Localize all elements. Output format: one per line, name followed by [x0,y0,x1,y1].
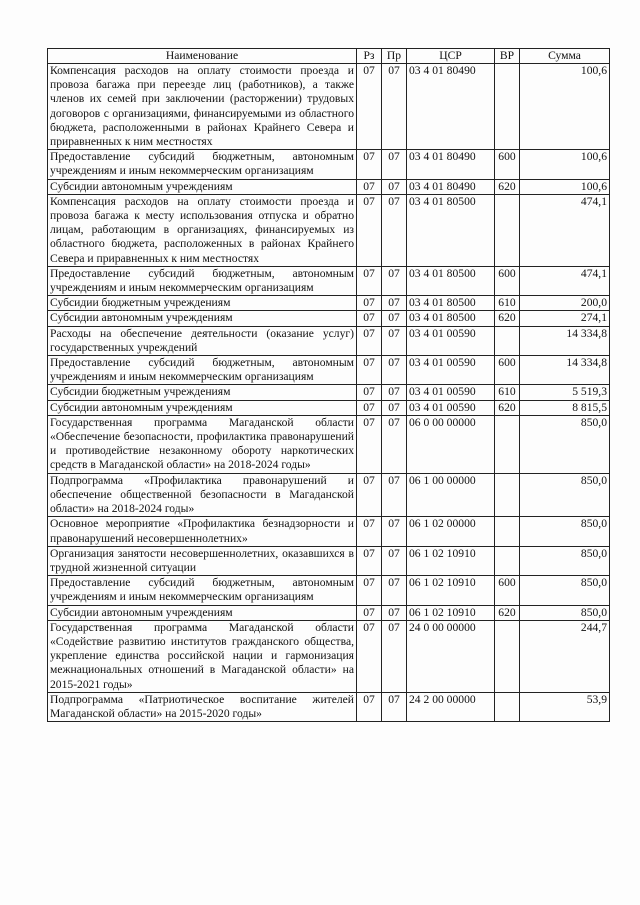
cell-vr [495,64,520,150]
cell-rz: 07 [357,266,382,295]
cell-csr: 24 0 00 00000 [407,620,495,692]
cell-sum: 14 334,8 [520,326,610,355]
cell-name: Субсидии бюджетным учреждениям [48,385,357,400]
cell-csr: 06 0 00 00000 [407,415,495,473]
cell-csr: 03 4 01 00590 [407,326,495,355]
cell-csr: 03 4 01 00590 [407,385,495,400]
cell-pr: 07 [382,296,407,311]
cell-vr [495,194,520,266]
table-header [48,49,610,64]
cell-rz: 07 [357,311,382,326]
cell-pr: 07 [382,150,407,179]
cell-csr: 03 4 01 80500 [407,296,495,311]
cell-sum: 850,0 [520,473,610,517]
cell-rz: 07 [357,605,382,620]
table-row [48,400,610,415]
cell-csr: 03 4 01 80490 [407,150,495,179]
cell-csr: 03 4 01 80500 [407,266,495,295]
cell-pr: 07 [382,311,407,326]
cell-sum: 5 519,3 [520,385,610,400]
cell-name: Субсидии бюджетным учреждениям [48,296,357,311]
table-row [48,266,610,295]
cell-vr: 610 [495,385,520,400]
cell-sum: 14 334,8 [520,356,610,385]
cell-sum: 474,1 [520,194,610,266]
cell-sum: 100,6 [520,64,610,150]
cell-name: Компенсация расходов на оплату стоимости проезда и провоза багажа к месту использования отпуска и обратно лицам, работающим в организациях, финансируемых из областного бюджета, расположенных в районах Крайнего Севера и приравненных к ним местностях [48,194,357,266]
cell-vr [495,546,520,575]
cell-pr: 07 [382,415,407,473]
cell-pr: 07 [382,194,407,266]
cell-csr: 06 1 00 00000 [407,473,495,517]
cell-vr: 620 [495,179,520,194]
cell-sum: 100,6 [520,179,610,194]
cell-csr: 06 1 02 00000 [407,517,495,546]
table-row [48,311,610,326]
cell-vr [495,415,520,473]
cell-rz: 07 [357,400,382,415]
cell-vr: 610 [495,296,520,311]
cell-pr: 07 [382,356,407,385]
cell-name: Организация занятости несовершеннолетних, оказавшихся в трудной жизненной ситуации [48,546,357,575]
cell-rz: 07 [357,576,382,605]
cell-csr: 06 1 02 10910 [407,605,495,620]
table-row [48,150,610,179]
cell-pr: 07 [382,385,407,400]
cell-pr: 07 [382,605,407,620]
table-row [48,473,610,517]
cell-pr: 07 [382,326,407,355]
cell-pr: 07 [382,692,407,721]
table-row [48,179,610,194]
cell-name: Компенсация расходов на оплату стоимости проезда и провоза багажа при переезде лиц (работников), а также членов их семей при заключении (расторжении) трудовых договоров с организациями, финансируемыми из областного бюджета, расположенными в районах Крайнего Севера и приравненных к ним местностях [48,64,357,150]
cell-name: Предоставление субсидий бюджетным, автономным учреждениям и иным некоммерческим организациям [48,266,357,295]
cell-name: Субсидии автономным учреждениям [48,400,357,415]
cell-name: Субсидии автономным учреждениям [48,179,357,194]
cell-pr: 07 [382,400,407,415]
cell-rz: 07 [357,473,382,517]
header-rz: Рз [357,49,382,64]
table-row [48,692,610,721]
cell-rz: 07 [357,546,382,575]
cell-sum: 850,0 [520,517,610,546]
table-row [48,546,610,575]
cell-vr [495,517,520,546]
cell-csr: 03 4 01 80490 [407,64,495,150]
cell-name: Подпрограмма «Профилактика правонарушений и обеспечение общественной безопасности в Магаданской области» на 2018-2024 годы» [48,473,357,517]
table-row [48,385,610,400]
cell-sum: 474,1 [520,266,610,295]
header-vr: ВР [495,49,520,64]
cell-name: Субсидии автономным учреждениям [48,605,357,620]
cell-sum: 53,9 [520,692,610,721]
cell-pr: 07 [382,576,407,605]
cell-pr: 07 [382,546,407,575]
cell-sum: 244,7 [520,620,610,692]
cell-rz: 07 [357,296,382,311]
cell-name: Подпрограмма «Патриотическое воспитание жителей Магаданской области» на 2015-2020 годы» [48,692,357,721]
cell-csr: 03 4 01 00590 [407,356,495,385]
cell-rz: 07 [357,179,382,194]
cell-name: Предоставление субсидий бюджетным, автономным учреждениям и иным некоммерческим организациям [48,356,357,385]
table-body [48,64,610,722]
cell-csr: 24 2 00 00000 [407,692,495,721]
table-row [48,326,610,355]
table-row [48,356,610,385]
cell-csr: 03 4 01 80500 [407,311,495,326]
cell-rz: 07 [357,415,382,473]
header-pr: Пр [382,49,407,64]
cell-pr: 07 [382,517,407,546]
cell-vr: 600 [495,576,520,605]
header-sum: Сумма [520,49,610,64]
cell-csr: 03 4 01 80490 [407,179,495,194]
table-row [48,576,610,605]
cell-rz: 07 [357,620,382,692]
cell-rz: 07 [357,517,382,546]
cell-sum: 850,0 [520,415,610,473]
budget-table [47,48,610,722]
cell-pr: 07 [382,266,407,295]
cell-csr: 06 1 02 10910 [407,576,495,605]
cell-vr: 620 [495,400,520,415]
cell-vr: 600 [495,150,520,179]
cell-rz: 07 [357,385,382,400]
cell-sum: 850,0 [520,576,610,605]
cell-pr: 07 [382,473,407,517]
cell-vr [495,692,520,721]
cell-sum: 850,0 [520,546,610,575]
cell-sum: 100,6 [520,150,610,179]
cell-vr: 620 [495,311,520,326]
header-name: Наименование [48,49,357,64]
cell-name: Предоставление субсидий бюджетным, автономным учреждениям и иным некоммерческим организациям [48,150,357,179]
cell-vr: 600 [495,266,520,295]
cell-name: Предоставление субсидий бюджетным, автономным учреждениям и иным некоммерческим организациям [48,576,357,605]
cell-name: Субсидии автономным учреждениям [48,311,357,326]
table-row [48,605,610,620]
cell-sum: 850,0 [520,605,610,620]
cell-rz: 07 [357,356,382,385]
cell-pr: 07 [382,64,407,150]
table-row [48,194,610,266]
table-row [48,296,610,311]
table-row [48,517,610,546]
cell-rz: 07 [357,326,382,355]
cell-rz: 07 [357,692,382,721]
cell-name: Государственная программа Магаданской области «Содействие развитию институтов гражданского общества, укрепление единства российской нации и гармонизация межнациональных отношений в Магаданской области» на 2015-2021 годы» [48,620,357,692]
cell-rz: 07 [357,64,382,150]
cell-csr: 06 1 02 10910 [407,546,495,575]
cell-pr: 07 [382,620,407,692]
cell-sum: 200,0 [520,296,610,311]
cell-vr [495,620,520,692]
cell-vr: 600 [495,356,520,385]
cell-name: Расходы на обеспечение деятельности (оказание услуг) государственных учреждений [48,326,357,355]
cell-vr [495,473,520,517]
cell-pr: 07 [382,179,407,194]
cell-sum: 274,1 [520,311,610,326]
cell-sum: 8 815,5 [520,400,610,415]
cell-vr [495,326,520,355]
cell-vr: 620 [495,605,520,620]
cell-name: Государственная программа Магаданской области «Обеспечение безопасности, профилактика правонарушений и противодействие незаконному обороту наркотических средств в Магаданской области» на 2018-2024 годы» [48,415,357,473]
header-row [48,49,610,64]
table-row [48,620,610,692]
header-csr: ЦСР [407,49,495,64]
cell-csr: 03 4 01 80500 [407,194,495,266]
cell-name: Основное мероприятие «Профилактика безнадзорности и правонарушений несовершеннолетних» [48,517,357,546]
cell-rz: 07 [357,150,382,179]
table-row [48,64,610,150]
table-row [48,415,610,473]
cell-csr: 03 4 01 00590 [407,400,495,415]
cell-rz: 07 [357,194,382,266]
